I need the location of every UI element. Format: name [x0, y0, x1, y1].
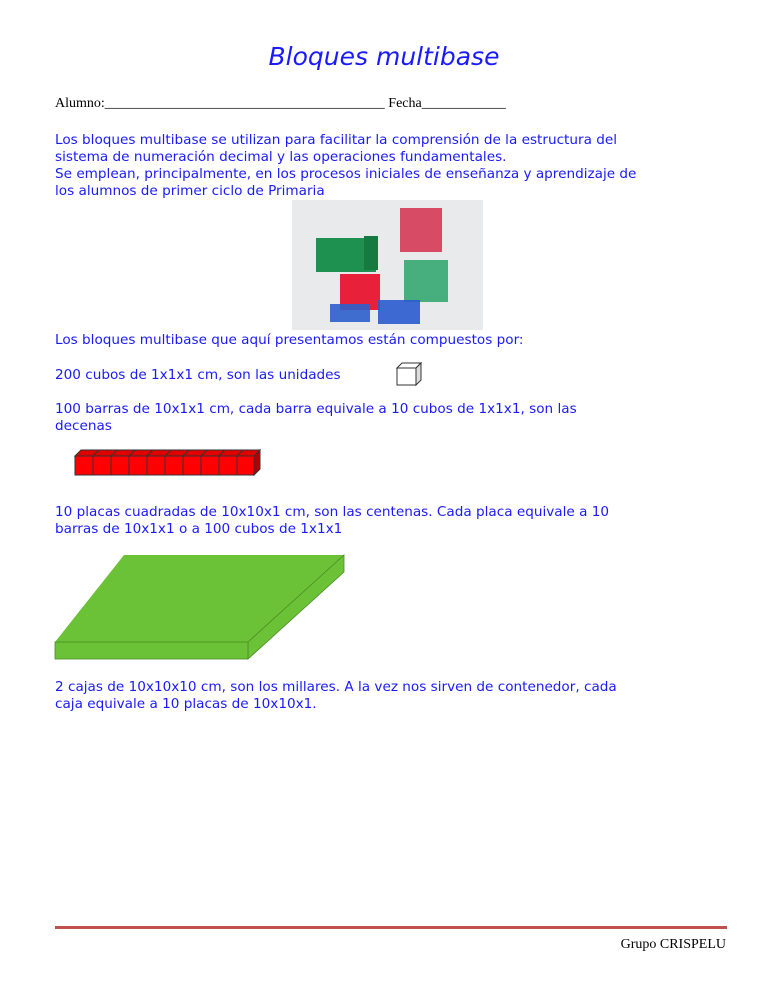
composition-intro: Los bloques multibase que aquí presentamos están compuestos por: — [55, 332, 524, 348]
hundreds-line: 10 placas cuadradas de 10x10x1 cm, son las centenas. Cada placa equivale a 10 — [55, 504, 610, 520]
thousands-line: caja equivale a 10 placas de 10x10x1. — [55, 696, 317, 712]
intro-line: los alumnos de primer ciclo de Primaria — [55, 183, 325, 199]
tens-line: decenas — [55, 418, 112, 434]
units-text: 200 cubos de 1x1x1 cm, son las unidades — [55, 367, 341, 383]
tens-line: 100 barras de 10x1x1 cm, cada barra equivale a 10 cubos de 1x1x1, son las — [55, 401, 577, 417]
fecha-label: Fecha — [388, 96, 422, 111]
tens-text — [55, 401, 577, 435]
alumno-label: Alumno: — [55, 96, 105, 111]
thousands-line: 2 cajas de 10x10x10 cm, son los millares. A la vez nos sirven de contenedor, cada — [55, 679, 617, 695]
footer-divider — [55, 926, 727, 929]
footer-text: Grupo CRISPELU — [620, 937, 726, 952]
hundred-plate-icon — [54, 553, 348, 661]
intro-line: sistema de numeración decimal y las operaciones fundamentales. — [55, 149, 507, 165]
fecha-field[interactable]: ____________ — [421, 96, 506, 111]
hundreds-line: barras de 10x1x1 o a 100 cubos de 1x1x1 — [55, 521, 343, 537]
student-date-line — [55, 96, 506, 112]
intro-line: Los bloques multibase se utilizan para facilitar la comprensión de la estructura del — [55, 132, 618, 148]
page-title: Bloques multibase — [268, 42, 500, 71]
hundreds-text — [55, 504, 609, 538]
unit-cube-icon — [395, 361, 423, 387]
multibase-blocks-photo — [292, 200, 483, 330]
alumno-field[interactable]: ________________________________________ — [104, 96, 385, 111]
intro-line: Se emplean, principalmente, en los procesos iniciales de enseñanza y aprendizaje de — [55, 166, 637, 182]
thousands-text — [55, 679, 617, 713]
intro-paragraph — [55, 132, 636, 200]
ten-bar-icon — [74, 448, 262, 476]
